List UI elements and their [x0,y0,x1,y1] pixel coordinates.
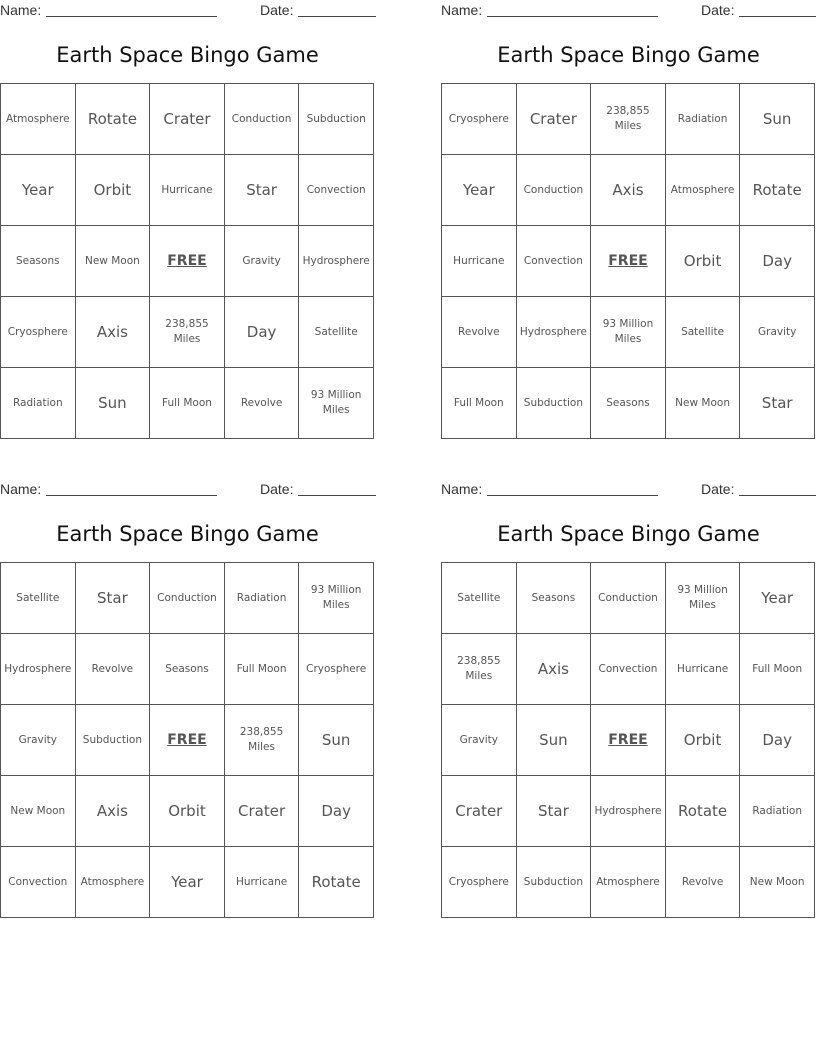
grid-row [442,226,815,297]
bingo-cell: Sun [740,84,815,155]
grid-row [1,847,374,918]
bingo-cell: Rotate [740,155,815,226]
bingo-cell: Orbit [75,155,150,226]
bingo-cell: Day [740,705,815,776]
grid-row [1,634,374,705]
bingo-cell: Star [740,368,815,439]
bingo-cell: Hydrosphere [1,634,76,705]
bingo-cell: Hurricane [224,847,299,918]
bingo-cell: Convection [516,226,591,297]
bingo-cell: Orbit [665,226,740,297]
bingo-cell: Hurricane [665,634,740,705]
date-label: Date: [701,2,735,18]
grid-row [1,226,374,297]
bingo-cell: Axis [516,634,591,705]
bingo-cell: Hydrosphere [591,776,666,847]
date-line [739,495,816,496]
bingo-cell: Axis [75,776,150,847]
grid-row [442,563,815,634]
bingo-cell: Satellite [442,563,517,634]
bingo-cell: Revolve [75,634,150,705]
bingo-cell: Rotate [665,776,740,847]
bingo-cell: Axis [75,297,150,368]
date-line [298,16,376,17]
bingo-cell: Convection [1,847,76,918]
bingo-cell: Atmosphere [665,155,740,226]
grid-row [442,84,815,155]
bingo-grid [441,562,815,918]
grid-row [1,84,374,155]
bingo-cell: Gravity [1,705,76,776]
name-line [46,16,217,17]
name-label: Name: [0,2,42,18]
bingo-cell: Convection [299,155,374,226]
bingo-cell: Orbit [150,776,225,847]
bingo-cell: Subduction [75,705,150,776]
bingo-cell: New Moon [740,847,815,918]
free-space: FREE [591,226,666,297]
bingo-cell: Radiation [1,368,76,439]
bingo-cell: Year [740,563,815,634]
bingo-cell: Full Moon [224,634,299,705]
bingo-cell: Conduction [150,563,225,634]
card-header [441,0,816,22]
grid-row [1,705,374,776]
bingo-cell: 93 Million Miles [299,368,374,439]
bingo-cell: Revolve [224,368,299,439]
bingo-cell: Convection [591,634,666,705]
bingo-card-1 [0,0,375,416]
bingo-cell: Crater [150,84,225,155]
grid-row [442,297,815,368]
grid-row [1,368,374,439]
free-space: FREE [150,705,225,776]
bingo-cell: Conduction [591,563,666,634]
bingo-cell: Gravity [224,226,299,297]
date-line [739,16,816,17]
bingo-cell: Star [516,776,591,847]
bingo-cell: Star [224,155,299,226]
bingo-cell: Radiation [665,84,740,155]
bingo-grid [0,83,374,439]
grid-row [1,563,374,634]
bingo-cell: 238,855 Miles [591,84,666,155]
bingo-cell: Radiation [740,776,815,847]
bingo-cell: Day [299,776,374,847]
bingo-cell: Hurricane [150,155,225,226]
bingo-cell: Full Moon [442,368,517,439]
bingo-cell: Year [1,155,76,226]
bingo-cell: Conduction [516,155,591,226]
bingo-cell: Sun [75,368,150,439]
bingo-cell: Seasons [1,226,76,297]
bingo-cell: Star [75,563,150,634]
date-label: Date: [260,481,294,497]
bingo-cell: Year [150,847,225,918]
bingo-cell: 93 Million Miles [299,563,374,634]
bingo-cell: Crater [442,776,517,847]
name-label: Name: [0,481,42,497]
grid-row [442,776,815,847]
free-space: FREE [150,226,225,297]
bingo-cell: Atmosphere [1,84,76,155]
grid-row [1,297,374,368]
bingo-cell: Satellite [1,563,76,634]
name-line [46,495,217,496]
free-space: FREE [591,705,666,776]
bingo-cell: Sun [516,705,591,776]
bingo-cell: Gravity [740,297,815,368]
date-line [298,495,376,496]
bingo-cell: Revolve [665,847,740,918]
card-title: Earth Space Bingo Game [56,522,319,546]
card-header [0,479,375,501]
bingo-cell: Seasons [591,368,666,439]
card-header [441,479,816,501]
bingo-cell: Subduction [516,368,591,439]
bingo-cell: Full Moon [740,634,815,705]
bingo-cell: 238,855 Miles [224,705,299,776]
bingo-cell: Axis [591,155,666,226]
bingo-cell: Sun [299,705,374,776]
card-title: Earth Space Bingo Game [497,522,760,546]
bingo-cell: Orbit [665,705,740,776]
card-title: Earth Space Bingo Game [497,43,760,67]
bingo-card-3 [0,479,375,891]
date-label: Date: [701,481,735,497]
bingo-cell: 238,855 Miles [150,297,225,368]
bingo-cell: Satellite [665,297,740,368]
bingo-cell: Satellite [299,297,374,368]
bingo-cell: Cryosphere [442,84,517,155]
bingo-cell: Seasons [516,563,591,634]
bingo-cell: Cryosphere [299,634,374,705]
bingo-cell: 238,855 Miles [442,634,517,705]
name-label: Name: [441,481,483,497]
bingo-cell: New Moon [665,368,740,439]
bingo-cell: Gravity [442,705,517,776]
bingo-cell: Hydrosphere [516,297,591,368]
bingo-cell: Cryosphere [1,297,76,368]
bingo-cell: New Moon [1,776,76,847]
bingo-cell: 93 Million Miles [591,297,666,368]
bingo-cell: Crater [516,84,591,155]
bingo-cell: Hurricane [442,226,517,297]
bingo-cell: Conduction [224,84,299,155]
grid-row [442,705,815,776]
grid-row [1,776,374,847]
bingo-cell: Subduction [299,84,374,155]
bingo-card-4 [441,479,816,888]
bingo-cell: Year [442,155,517,226]
bingo-cell: Full Moon [150,368,225,439]
grid-row [442,847,815,918]
grid-row [442,368,815,439]
card-title: Earth Space Bingo Game [56,43,319,67]
name-line [487,16,658,17]
bingo-cell: Crater [224,776,299,847]
card-header [0,0,375,22]
bingo-cell: 93 Million Miles [665,563,740,634]
bingo-cell: Rotate [299,847,374,918]
bingo-cell: Day [224,297,299,368]
bingo-cell: Atmosphere [591,847,666,918]
bingo-cell: Hydrosphere [299,226,374,297]
grid-row [1,155,374,226]
bingo-cell: New Moon [75,226,150,297]
bingo-cell: Atmosphere [75,847,150,918]
bingo-grid [441,83,815,439]
grid-row [442,634,815,705]
bingo-cell: Radiation [224,563,299,634]
bingo-cell: Revolve [442,297,517,368]
bingo-cell: Rotate [75,84,150,155]
name-label: Name: [441,2,483,18]
bingo-cell: Day [740,226,815,297]
bingo-cell: Seasons [150,634,225,705]
bingo-cell: Cryosphere [442,847,517,918]
bingo-grid [0,562,374,918]
bingo-cell: Subduction [516,847,591,918]
date-label: Date: [260,2,294,18]
grid-row [442,155,815,226]
name-line [487,495,658,496]
bingo-card-2 [441,0,816,412]
